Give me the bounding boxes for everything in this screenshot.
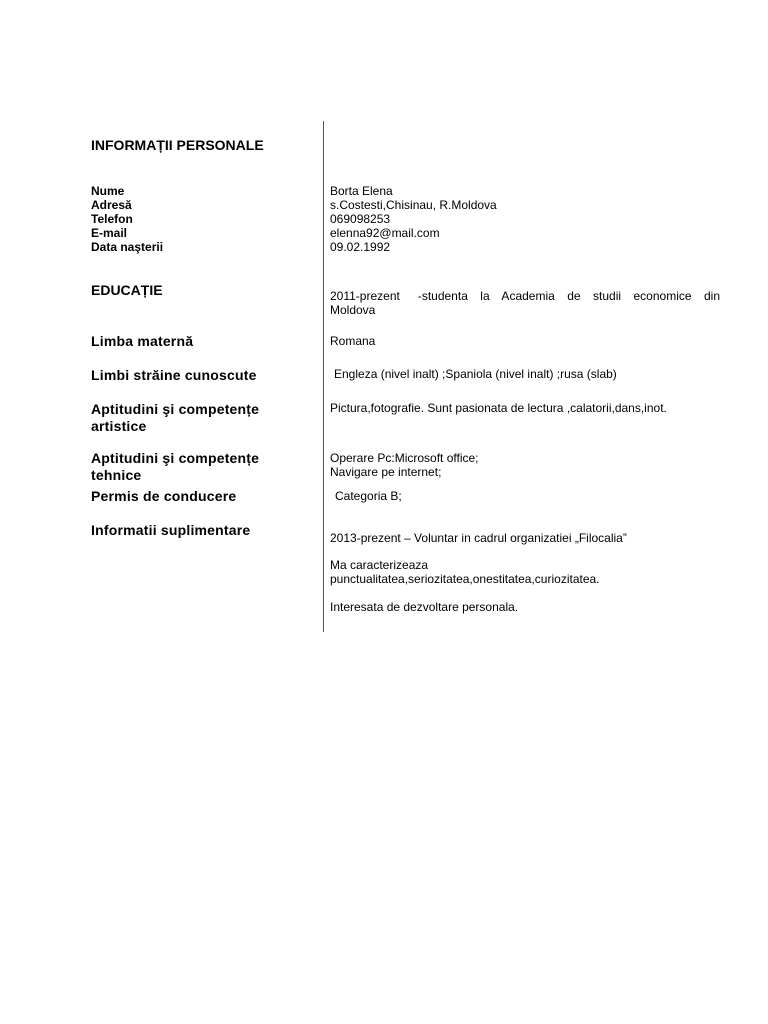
name-value: Borta Elena [330, 184, 393, 198]
technical-skills-label [91, 450, 259, 484]
volunteer-entry: 2013-prezent – Voluntar in cadrul organizatiei „Filocalia” [330, 531, 627, 545]
additional-info-label: Informatii suplimentare [91, 522, 251, 538]
name-label: Nume [91, 184, 125, 198]
education-period: 2011-prezent [330, 289, 400, 303]
education-entry [330, 289, 720, 317]
education-heading: EDUCAȚIE [91, 282, 163, 298]
education-description: -studenta la Academia de studii economice din [417, 289, 720, 303]
email-value: elenna92@mail.com [330, 226, 440, 240]
interest-entry: Interesata de dezvoltare personala. [330, 600, 519, 614]
phone-label: Telefon [91, 212, 133, 226]
technical-skills-value [330, 451, 479, 479]
driving-license-label: Permis de conducere [91, 488, 237, 504]
birthdate-label: Data naşterii [91, 240, 164, 254]
traits-line-2: punctualitatea,seriozitatea,onestitatea,curiozitatea. [330, 572, 600, 586]
technical-skills-label-line-1: Aptitudini şi competențe [91, 450, 260, 466]
technical-skills-line-2: Navigare pe internet; [330, 465, 442, 479]
education-description-continued: Moldova [330, 303, 376, 317]
mother-tongue-label: Limba maternă [91, 333, 194, 349]
email-label: E-mail [91, 226, 128, 240]
traits-entry [330, 558, 600, 586]
mother-tongue-value: Romana [330, 334, 376, 348]
technical-skills-label-line-2: tehnice [91, 467, 142, 483]
personal-info-heading: INFORMAȚII PERSONALE [91, 137, 264, 153]
foreign-languages-label: Limbi străine cunoscute [91, 367, 257, 383]
traits-line-1: Ma caracterizeaza [330, 558, 429, 572]
column-divider [323, 121, 324, 632]
artistic-skills-label-line-2: artistice [91, 418, 147, 434]
education-line-1 [330, 289, 720, 303]
address-label: Adresă [91, 198, 132, 212]
address-value: s.Costesti,Chisinau, R.Moldova [330, 198, 497, 212]
artistic-skills-label [91, 401, 259, 435]
artistic-skills-value: Pictura,fotografie. Sunt pasionata de lectura ,calatorii,dans,inot. [330, 401, 667, 415]
technical-skills-line-1: Operare Pc:Microsoft office; [330, 451, 479, 465]
foreign-languages-value: Engleza (nivel inalt) ;Spaniola (nivel inalt) ;rusa (slab) [334, 367, 617, 381]
birthdate-value: 09.02.1992 [330, 240, 391, 254]
phone-value: 069098253 [330, 212, 391, 226]
artistic-skills-label-line-1: Aptitudini şi competențe [91, 401, 260, 417]
driving-license-value: Categoria B; [335, 489, 402, 503]
